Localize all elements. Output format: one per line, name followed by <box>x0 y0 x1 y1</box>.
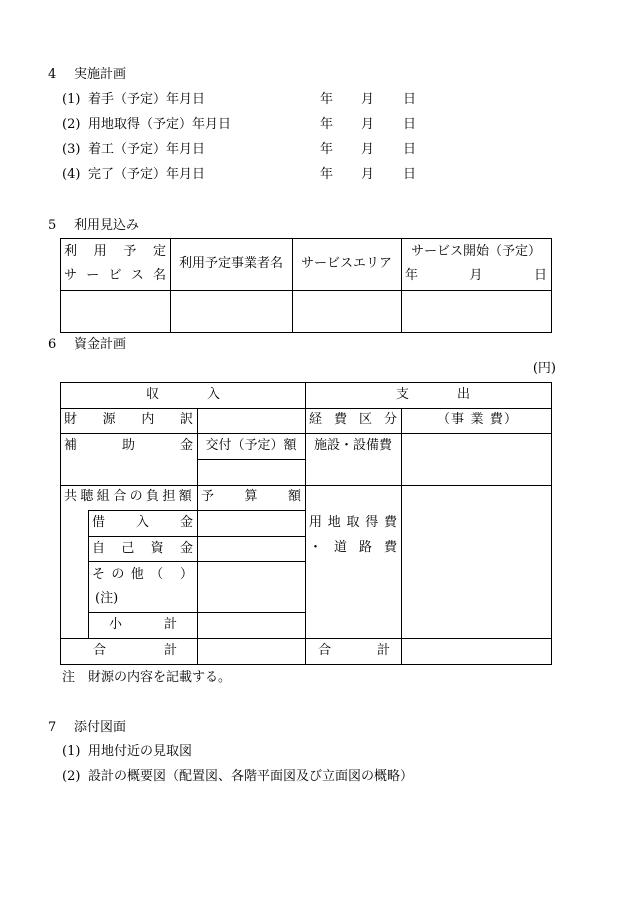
expense-header: 支 出 <box>396 387 470 402</box>
land-road-cost-label: ・ 道 路 費 <box>309 540 397 555</box>
section-6-title: 資金計画 <box>74 337 127 352</box>
facility-cost-label: 施設・設備費 <box>313 438 392 453</box>
section-5-number: 5 <box>48 218 57 233</box>
land-road-cost-label: 用 地 取 得 費 <box>309 515 397 530</box>
section-6-number: 6 <box>48 337 57 352</box>
table-border <box>401 408 402 665</box>
month-unit: 月 <box>361 142 375 157</box>
source-breakdown-header: 財 源 内 訳 <box>64 412 193 427</box>
item-number: (1) <box>62 744 81 759</box>
table-border <box>60 238 552 239</box>
item-label: 着手（予定）年月日 <box>88 92 206 107</box>
section-4-number: 4 <box>48 67 57 82</box>
item-label: 完了（予定）年月日 <box>88 167 206 182</box>
header-service-area: サービスエリア <box>300 256 392 271</box>
table-border <box>197 459 305 460</box>
section-7-title: 添付図面 <box>74 720 127 735</box>
year-unit: 年 <box>320 117 334 132</box>
item-label: 用地付近の見取図 <box>88 744 193 759</box>
table-border <box>60 433 552 434</box>
table-border <box>60 382 552 383</box>
item-label: 設計の概要図（配置図、各階平面図及び立面図の概略） <box>88 769 414 784</box>
header-service-name: サ ー ビ ス 名 <box>64 268 166 283</box>
own-funds-label: 自 己 資 金 <box>92 541 193 556</box>
day-unit: 日 <box>403 117 417 132</box>
item-label: 用地取得（予定）年月日 <box>88 117 232 132</box>
expense-total-label: 合 計 <box>318 643 390 658</box>
note-label: 注 <box>62 670 76 685</box>
table-border <box>60 238 61 333</box>
table-border <box>60 408 552 409</box>
month-unit: 月 <box>361 117 375 132</box>
item-number: (3) <box>62 142 81 157</box>
header-service-start-date: 年 月 日 <box>405 268 547 283</box>
table-border <box>60 664 552 665</box>
table-border <box>551 382 552 665</box>
table-border <box>551 238 552 333</box>
table-border <box>170 238 171 333</box>
day-unit: 日 <box>403 142 417 157</box>
currency-unit: (円) <box>532 361 556 376</box>
item-number: (1) <box>62 92 81 107</box>
table-border <box>60 382 61 665</box>
month-unit: 月 <box>361 92 375 107</box>
subsidy-label: 補 助 金 <box>64 438 193 453</box>
other-label: その他（ ） <box>92 567 193 582</box>
table-border <box>88 510 89 638</box>
header-service-name: 利 用 予 定 <box>64 244 166 259</box>
table-border <box>60 290 552 291</box>
header-service-start: サービス開始（予定） <box>410 244 541 259</box>
table-border <box>60 638 552 639</box>
other-note-label: (注) <box>95 591 119 606</box>
year-unit: 年 <box>320 92 334 107</box>
subtotal-label: 小 計 <box>109 617 177 632</box>
header-operator: 利用予定事業者名 <box>178 256 283 271</box>
grant-amount-label: 交付（予定）額 <box>205 438 297 453</box>
expense-category-header: 経 費 区 分 <box>309 412 397 427</box>
section-4-title: 実施計画 <box>74 67 127 82</box>
section-5-title: 利用見込み <box>74 218 140 233</box>
day-unit: 日 <box>403 167 417 182</box>
table-border <box>60 485 552 486</box>
project-cost-header: （事 業 費） <box>437 412 517 427</box>
table-border <box>305 382 306 665</box>
table-border <box>292 238 293 333</box>
item-number: (2) <box>62 769 81 784</box>
association-share-label: 共聴組合の負担額 <box>64 489 196 504</box>
day-unit: 日 <box>403 92 417 107</box>
income-total-label: 合 計 <box>93 643 177 658</box>
month-unit: 月 <box>361 167 375 182</box>
year-unit: 年 <box>320 167 334 182</box>
budget-amount-label: 予 算 額 <box>201 489 301 504</box>
item-number: (2) <box>62 117 81 132</box>
table-border <box>60 332 552 333</box>
income-header: 収 入 <box>146 387 220 402</box>
loan-label: 借 入 金 <box>92 515 193 530</box>
item-label: 着工（予定）年月日 <box>88 142 206 157</box>
note-text: 財源の内容を記載する。 <box>88 670 232 685</box>
year-unit: 年 <box>320 142 334 157</box>
section-7-number: 7 <box>48 720 57 735</box>
item-number: (4) <box>62 167 81 182</box>
